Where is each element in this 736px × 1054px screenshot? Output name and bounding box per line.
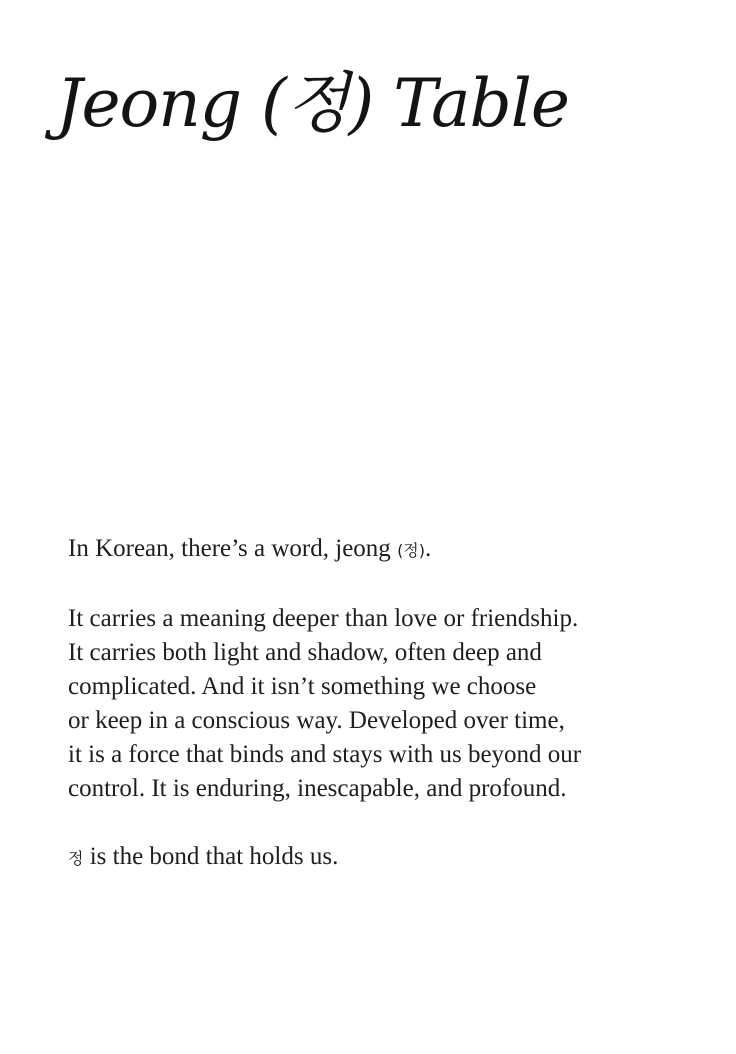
paragraph-gap	[68, 568, 708, 602]
closing-hangul: 정	[68, 849, 84, 868]
paragraph-line: It carries both light and shadow, often deep and	[68, 639, 542, 666]
paragraph-line: It carries a meaning deeper than love or friendship.	[68, 605, 579, 632]
main-paragraph	[68, 602, 708, 806]
paragraph-line: it is a force that binds and stays with us beyond our	[68, 741, 582, 768]
body-text	[68, 532, 708, 876]
intro-suffix: .	[425, 535, 432, 562]
paragraph-gap	[68, 806, 708, 840]
intro-line	[68, 532, 708, 568]
closing-text: is the bond that holds us.	[83, 843, 339, 870]
paragraph-line: or keep in a conscious way. Developed over time,	[68, 707, 565, 734]
paragraph-line: complicated. And it isn’t something we choose	[68, 673, 537, 700]
intro-prefix: In Korean, there’s a word, jeong	[68, 535, 398, 562]
paragraph-line: control. It is enduring, inescapable, and profound.	[68, 775, 567, 802]
document-title: Jeong (정) Table	[56, 65, 569, 142]
closing-line	[68, 840, 708, 876]
intro-hangul: (정)	[397, 541, 426, 560]
